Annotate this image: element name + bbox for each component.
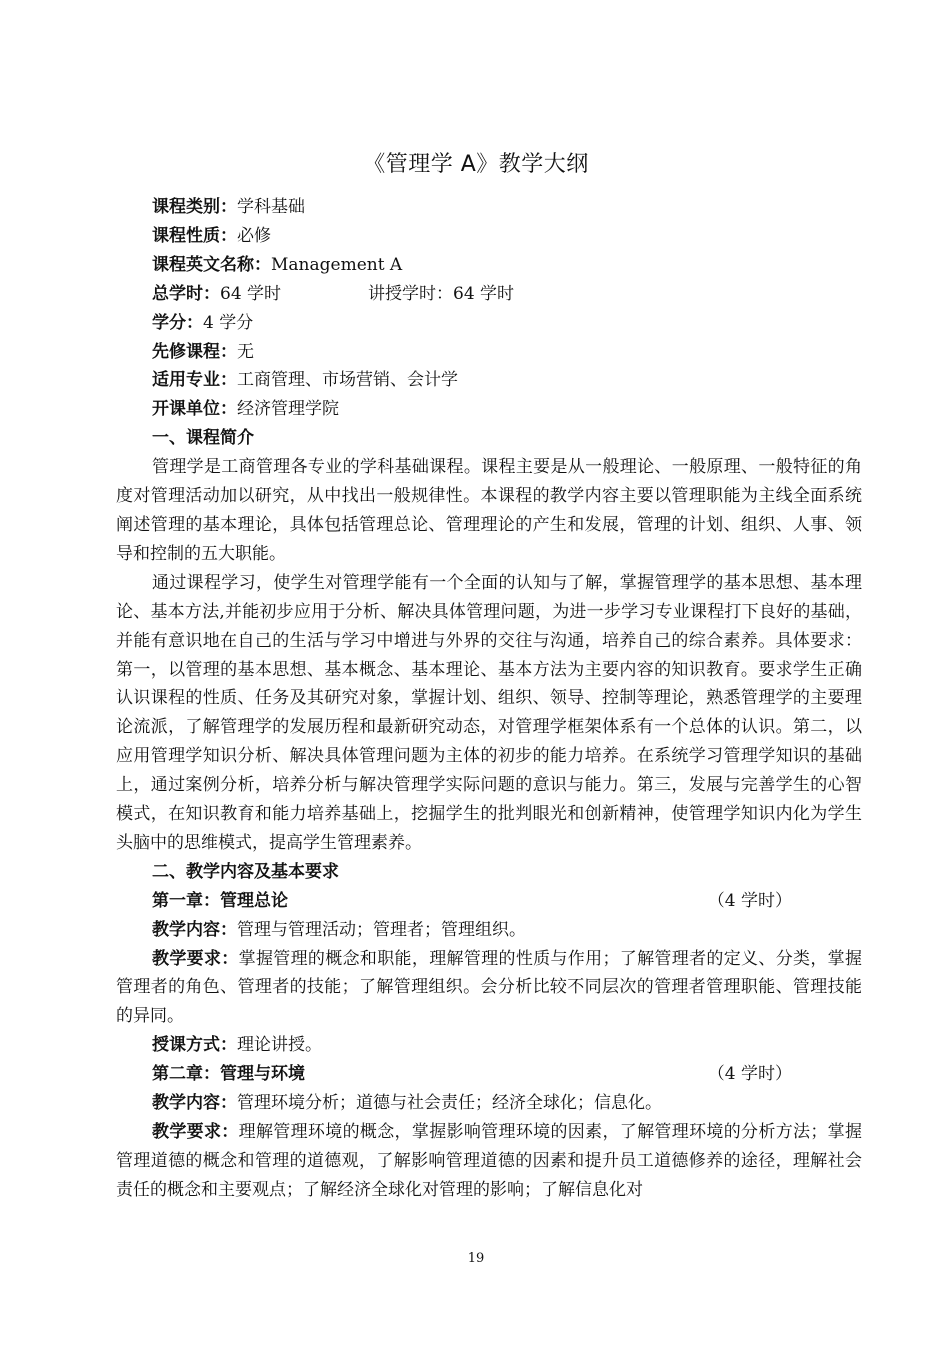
course-english-name: 课程英文名称：Management A xyxy=(152,254,403,275)
course-credits: 学分：4 学分 xyxy=(152,312,254,333)
section-heading-content: 二、教学内容及基本要求 xyxy=(152,861,339,882)
intro-paragraph-1: 管理学是工商管理各专业的学科基础课程。课程主要是从一般理论、一般原理、一般特征的角度对管理活动加以研究，从中找出一般规律性。本课程的教学内容主要以管理职能为主线全面系统阐述管理的基本理论，具体包括管理总论、管理理论的产生和发展，管理的计划、组织、人事、领导和控制的五大职能。 xyxy=(116,457,862,564)
course-hours xyxy=(116,280,862,309)
lecture-hours: 讲授学时：64 学时 xyxy=(368,283,515,304)
course-unit: 开课单位：经济管理学院 xyxy=(152,399,339,420)
chapter-1-requirements: 教学要求：掌握管理的概念和职能，理解管理的性质与作用；了解管理者的定义、分类，掌握管理者的角色、管理者的技能；了解管理组织。会分析比较不同层次的管理者管理职能、管理技能的异同。 xyxy=(116,948,862,1027)
document-title: 《管理学 A》教学大纲 xyxy=(363,152,589,177)
section-heading-intro: 一、课程简介 xyxy=(152,428,254,449)
course-category: 课程类别：学科基础 xyxy=(152,197,305,217)
chapter-2-requirements: 教学要求：理解管理环境的概念，掌握影响管理环境的因素，了解管理环境的分析方法；掌握管理道德的概念和管理的道德观，了解影响管理道德的因素和提升员工道德修养的途径，理解社会责任的概念和主要观点；了解经济全球化对管理的影响；了解信息化对 xyxy=(116,1122,862,1200)
chapter-1-heading: 第一章：管理总论 （4 学时） xyxy=(152,890,792,911)
course-majors: 适用专业：工商管理、市场营销、会计学 xyxy=(152,370,458,391)
chapter-1-content: 教学内容：管理与管理活动；管理者；管理组织。 xyxy=(152,919,526,940)
chapter-2-heading: 第二章：管理与环境 （4 学时） xyxy=(152,1064,792,1085)
intro-paragraph-2: 通过课程学习，使学生对管理学能有一个全面的认知与了解，掌握管理学的基本思想、基本理论、基本方法,并能初步应用于分析、解决具体管理问题，为进一步学习专业课程打下良好的基础，并能有意识地在自己的生活与学习中增进与外界的交往与沟通，培养自己的综合素养。具体要求：第一，以管理的基本思想、基本概念、基本理论、基本方法为主要内容的知识教育。要求学生正确认识课程的性质、任务及其研究对象，掌握计划、组织、领导、控制等理论，熟悉管理学的主要理论流派，了解管理学的发展历程和最新研究动态，对管理学框架体系有一个总体的认识。第二，以应用管理学知识分析、解决具体管理问题为主体的初步的能力培养。在系统学习管理学知识的基础上，通过案例分析，培养分析与解决管理学实际问题的意识与能力。第三，发展与完善学生的心智模式，在知识教育和能力培养基础上，挖掘学生的批判眼光和创新精神，使管理学知识内化为学生头脑中的思维模式，提高学生管理素养。 xyxy=(116,572,862,853)
course-prerequisites: 先修课程：无 xyxy=(152,341,254,362)
total-hours: 总学时：64 学时 xyxy=(152,283,282,304)
chapter-1-method: 授课方式：理论讲授。 xyxy=(152,1035,322,1056)
page-number: 19 xyxy=(467,1251,485,1266)
chapter-2-content: 教学内容：管理环境分析；道德与社会责任；经济全球化；信息化。 xyxy=(152,1093,662,1114)
document-body xyxy=(116,193,862,1205)
course-nature: 课程性质：必修 xyxy=(152,225,271,246)
